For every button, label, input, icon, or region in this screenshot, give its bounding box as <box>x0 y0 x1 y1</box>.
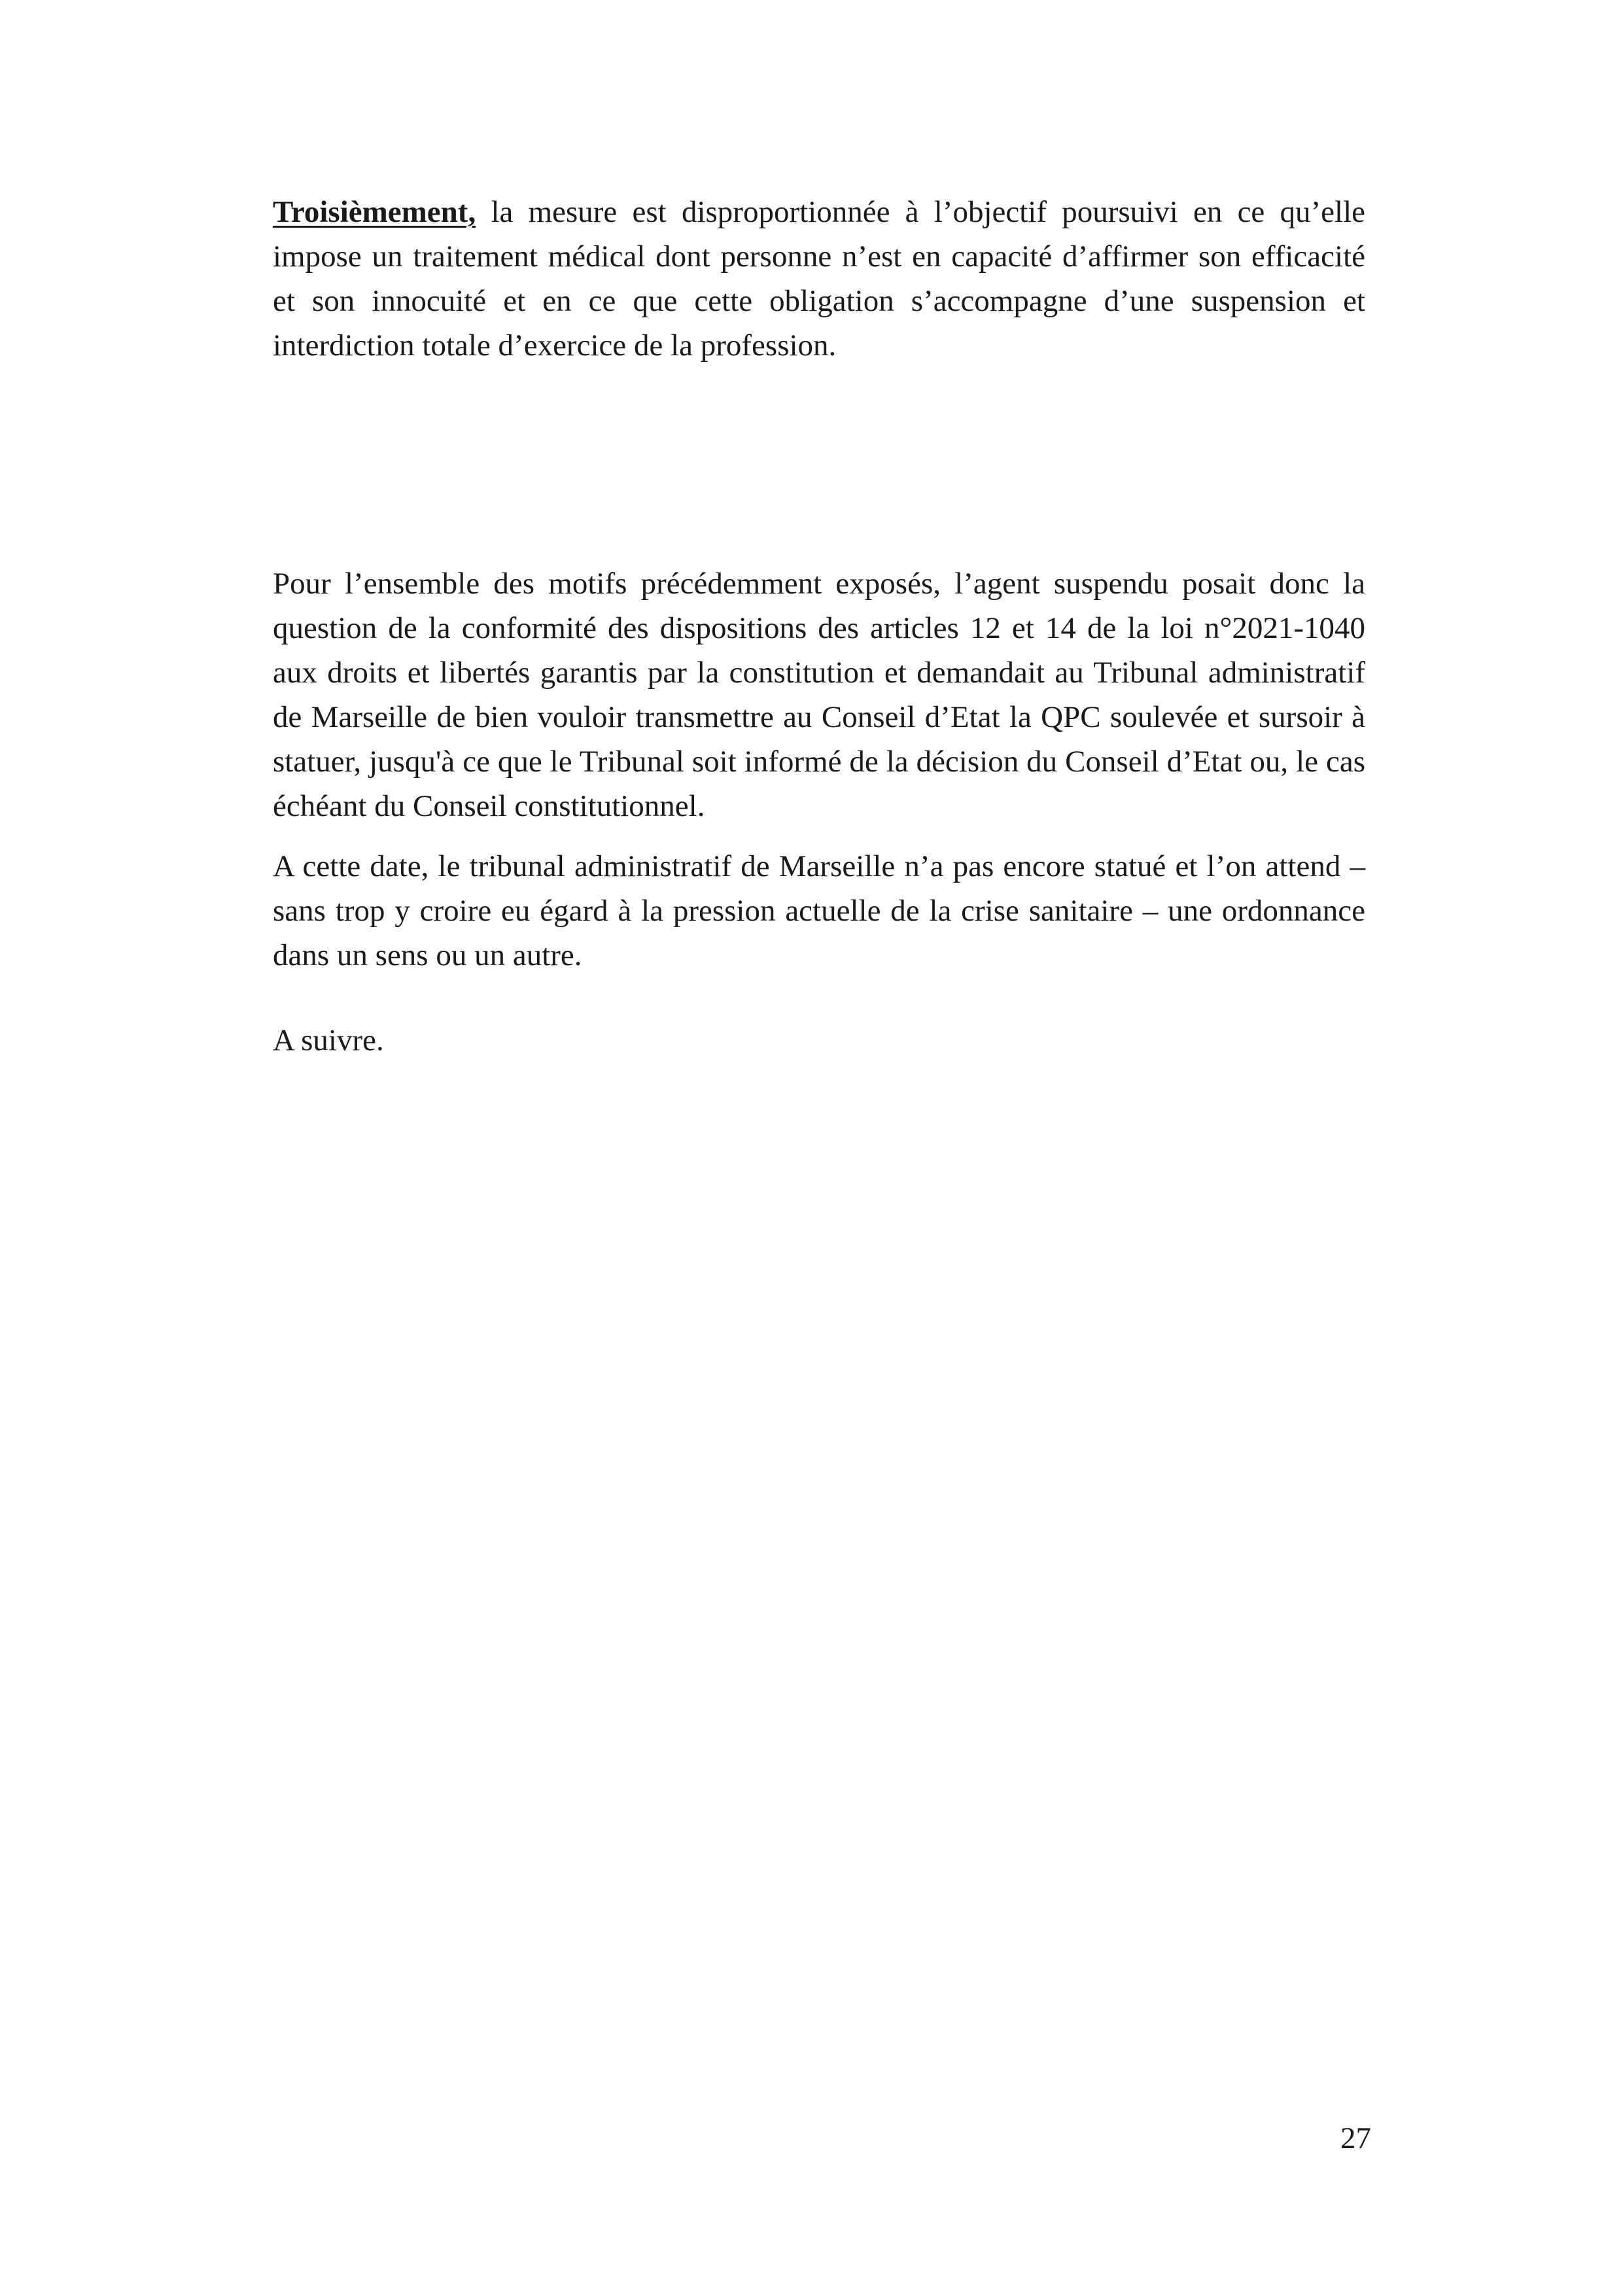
paragraph-a-suivre: A suivre. <box>273 1023 384 1057</box>
paragraph-lead-troisiemement: Troisièmement, <box>273 195 476 229</box>
paragraph-tribunal-status: A cette date, le tribunal administratif de Marseille n’a pas encore statué et l’on attend – sans trop y croire eu égard à la pression actuelle de la crise sanitaire – une ordonnance dans un sens ou un autre. <box>273 849 1365 972</box>
paragraph-qpc-request: Pour l’ensemble des motifs précédemment exposés, l’agent suspendu posait donc la question de la conformité des dispositions des articles 12 et 14 de la loi n°2021-1040 aux droits et libertés garantis par la constitution et demandait au Tribunal administratif de Marseille de bien vouloir transmettre au Conseil d’Etat la QPC soulevée et sursoir à statuer, jusqu'à ce que le Tribunal soit informé de la décision du Conseil d’Etat ou, le cas échéant du Conseil constitutionnel. <box>273 567 1365 823</box>
paragraph-text: la mesure est disproportionnée à l’objectif poursuivi en ce qu’elle impose un traitement médical dont personne n’est en capacité d’affirmer son efficacité et son innocuité et en ce que cette obligation s’accompagne d’une suspension et interdiction totale d’exercice de la profession. <box>273 195 1365 362</box>
page-number: 27 <box>1340 2121 1371 2155</box>
paragraph-troisiemement <box>273 190 1365 368</box>
